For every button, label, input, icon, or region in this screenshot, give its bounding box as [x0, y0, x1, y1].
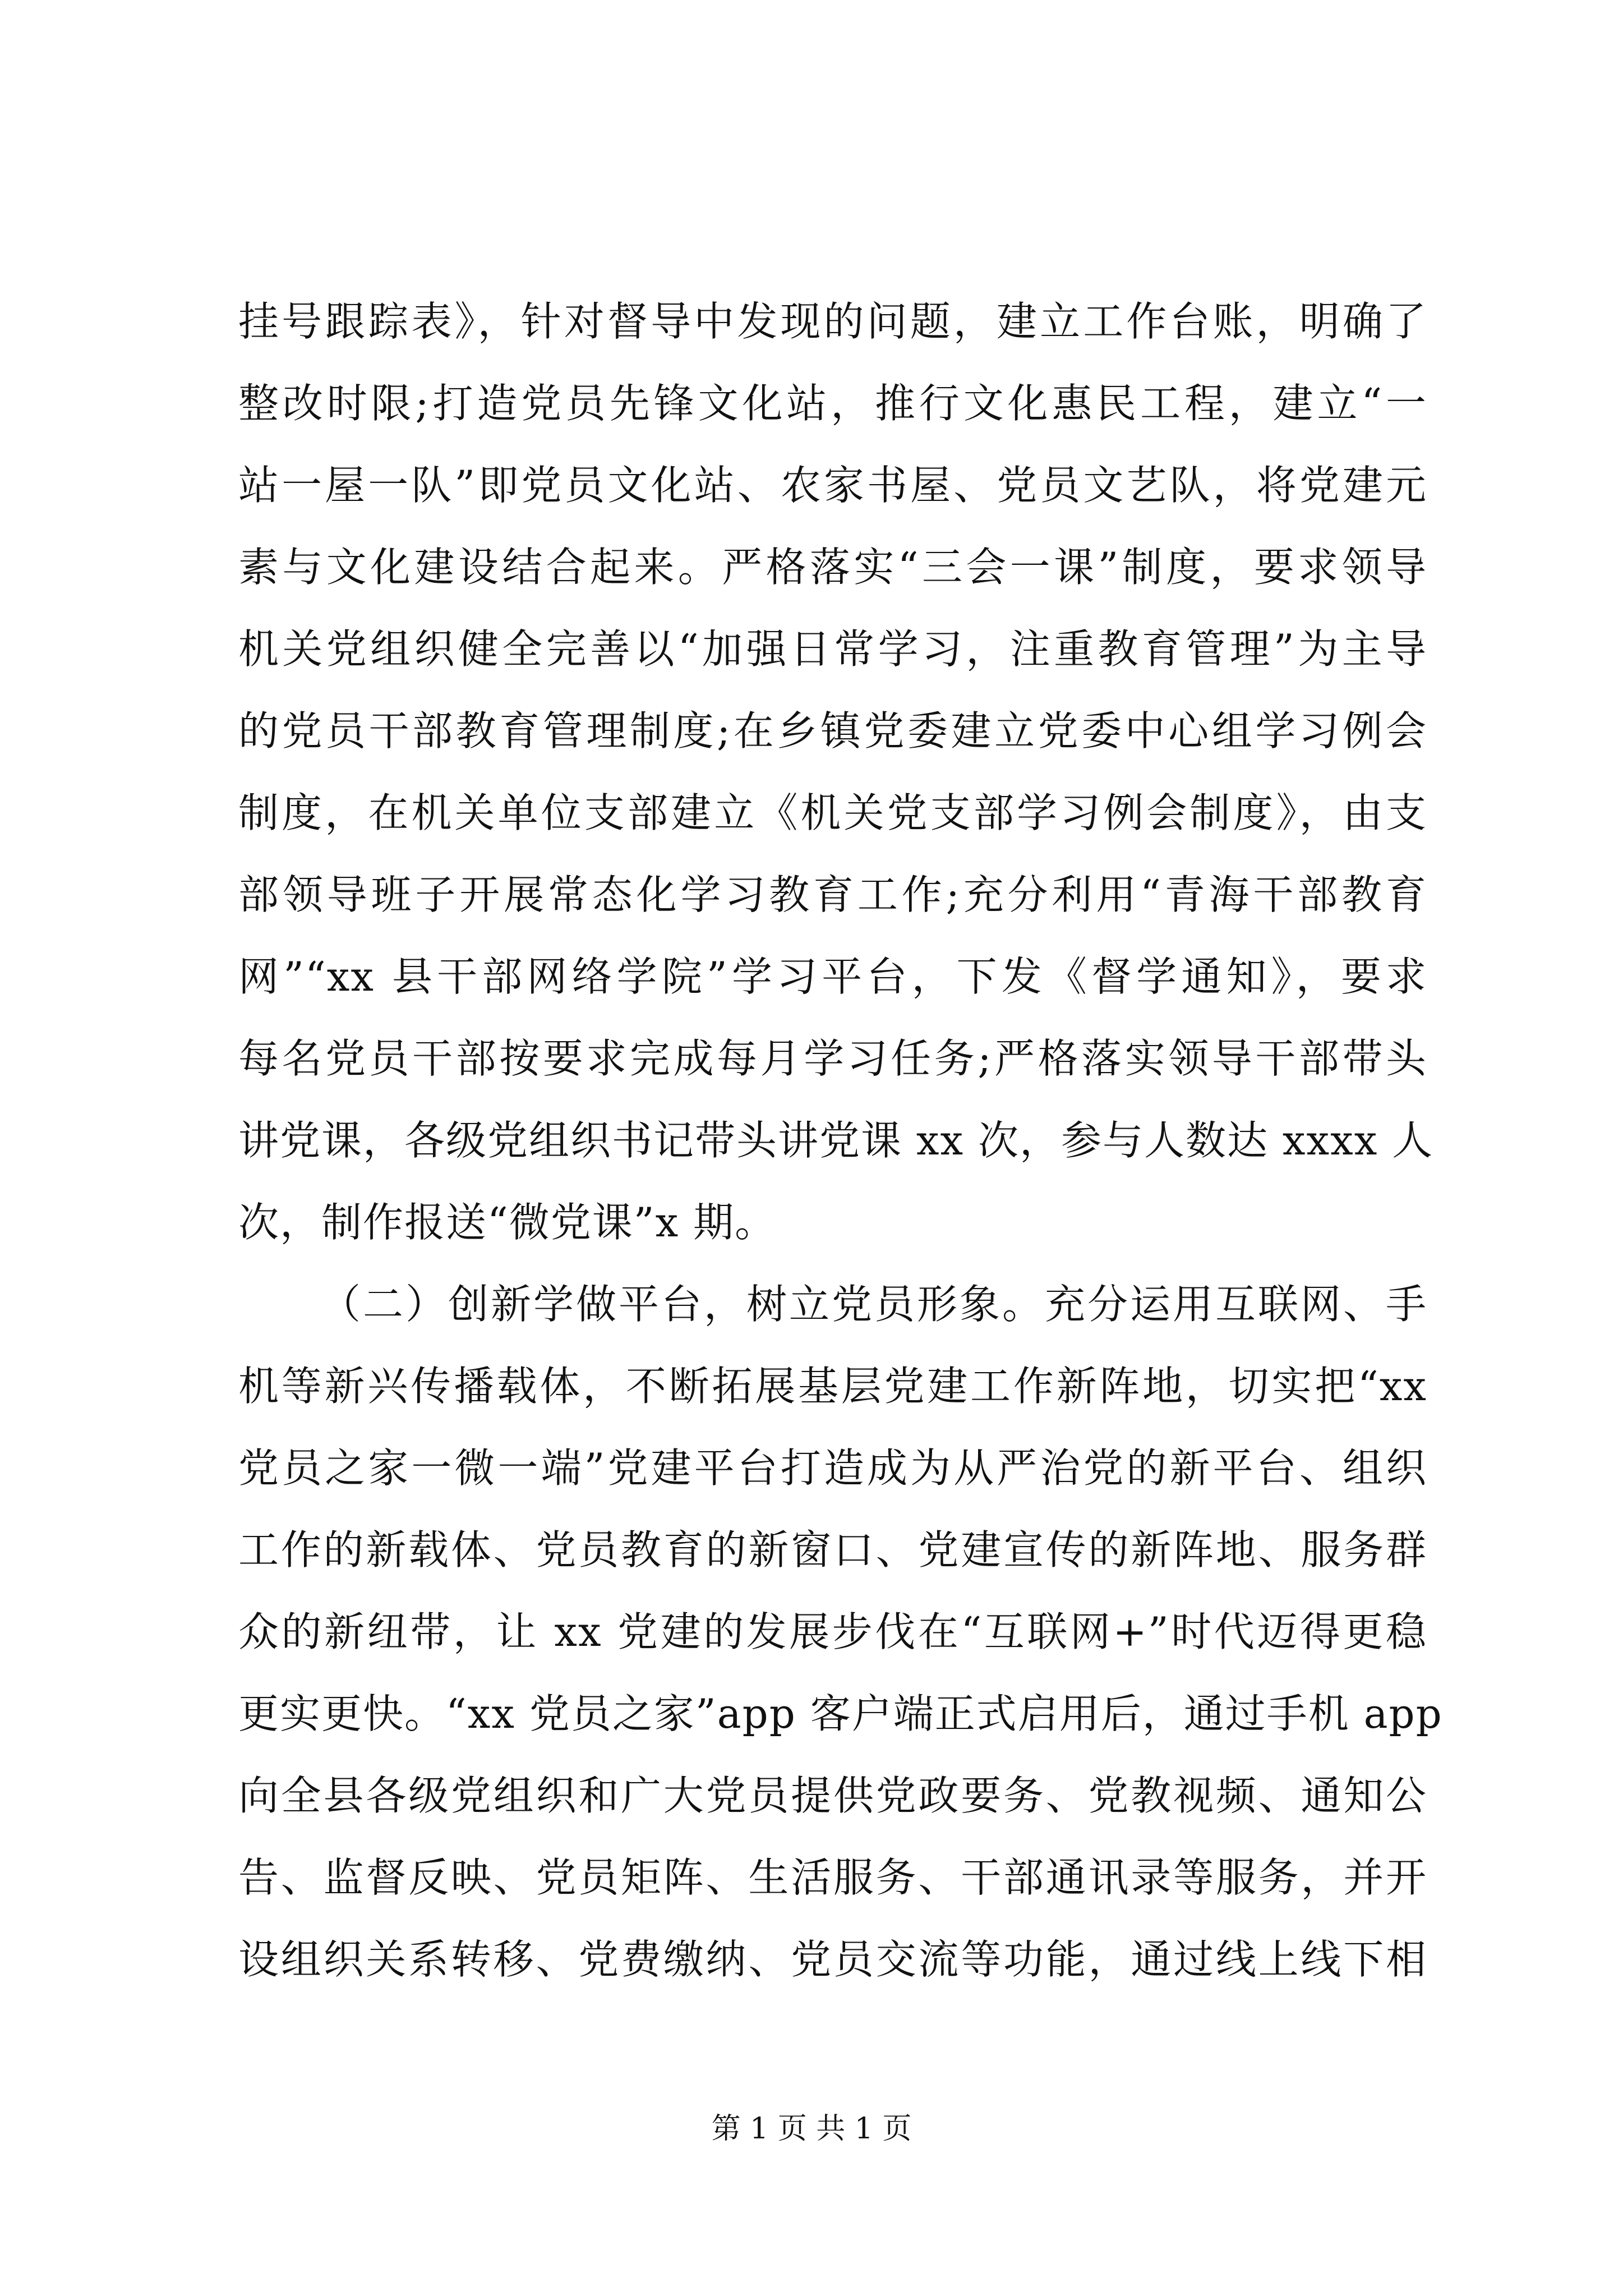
- paragraph-1-line: 的党员干部教育管理制度;在乡镇党委建立党委中心组学习例会: [238, 707, 1427, 754]
- paragraph-1-line: 站一屋一队”即党员文化站、农家书屋、党员文艺队，将党建元: [238, 462, 1427, 509]
- paragraph-2-line: 工作的新载体、党员教育的新窗口、党建宣传的新阵地、服务群: [238, 1526, 1427, 1573]
- paragraph-2-line: 党员之家一微一端”党建平台打造成为从严治党的新平台、组织: [238, 1444, 1427, 1492]
- page-footer: 第 1 页 共 1 页: [711, 2112, 912, 2146]
- paragraph-1-line: 网”“xx 县干部网络学院”学习平台，下发《督学通知》，要求: [238, 953, 1427, 1000]
- paragraph-2-line: 机等新兴传播载体，不断拓展基层党建工作新阵地，切实把“xx: [238, 1363, 1427, 1410]
- paragraph-2-first-line: （二）创新学做平台，树立党员形象。充分运用互联网、手: [320, 1281, 1427, 1328]
- paragraph-1-line: 制度，在机关单位支部建立《机关党支部学习例会制度》，由支: [238, 789, 1427, 836]
- paragraph-2-line: 告、监督反映、党员矩阵、生活服务、干部通讯录等服务，并开: [238, 1854, 1427, 1901]
- paragraph-2-line: 向全县各级党组织和广大党员提供党政要务、党教视频、通知公: [238, 1772, 1427, 1819]
- paragraph-2-line: 众的新纽带，让 xx 党建的发展步伐在“互联网+”时代迈得更稳: [238, 1608, 1427, 1655]
- paragraph-1-line: 机关党组织健全完善以“加强日常学习，注重教育管理”为主导: [238, 625, 1427, 673]
- paragraph-2-line: 更实更快。“xx 党员之家”app 客户端正式启用后，通过手机 app: [238, 1690, 1443, 1737]
- paragraph-1-line: 整改时限;打造党员先锋文化站，推行文化惠民工程，建立“一: [238, 380, 1427, 427]
- paragraph-1-line: 每名党员干部按要求完成每月学习任务;严格落实领导干部带头: [238, 1035, 1427, 1082]
- document-body: [238, 280, 1443, 2000]
- paragraph-1-line: 素与文化建设结合起来。严格落实“三会一课”制度，要求领导: [238, 544, 1427, 591]
- paragraph-1-last-line: 次，制作报送“微党课”x 期。: [238, 1199, 777, 1246]
- paragraph-2-line: 设组织关系转移、党费缴纳、党员交流等功能，通过线上线下相: [238, 1936, 1427, 1983]
- paragraph-1-line: 挂号跟踪表》，针对督导中发现的问题，建立工作台账，明确了: [238, 298, 1427, 345]
- paragraph-1-line: 部领导班子开展常态化学习教育工作;充分利用“青海干部教育: [238, 871, 1427, 918]
- paragraph-1-line: 讲党课，各级党组织书记带头讲党课 xx 次，参与人数达 xxxx 人: [238, 1117, 1434, 1164]
